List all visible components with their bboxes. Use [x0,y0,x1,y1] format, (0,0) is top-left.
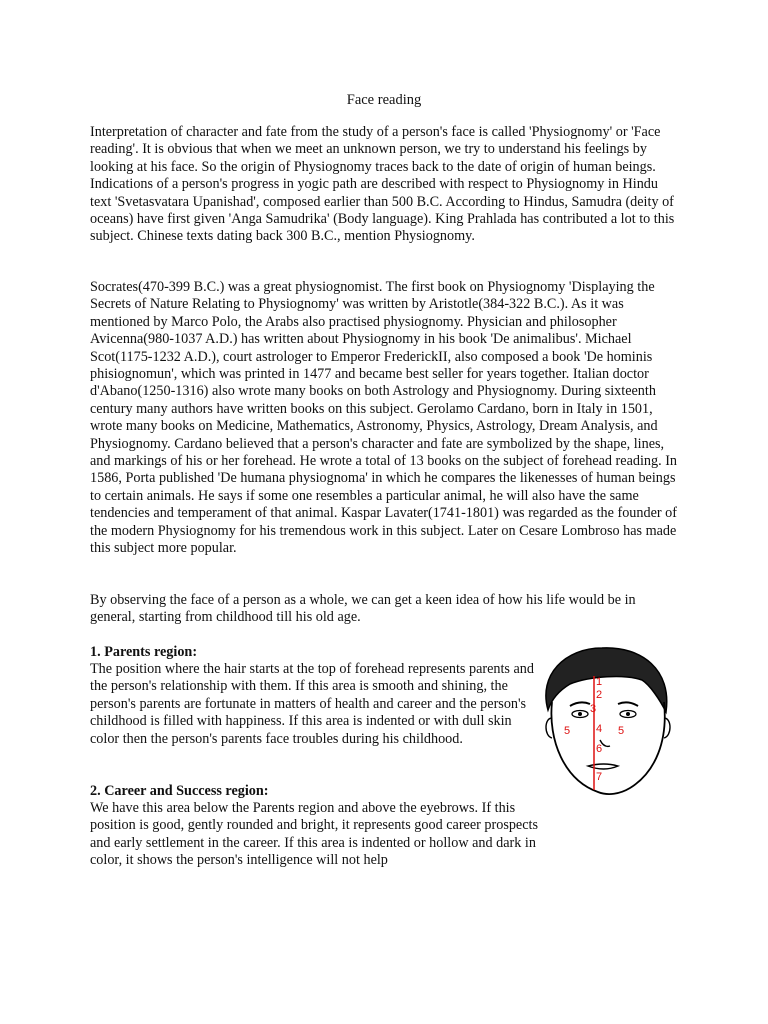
left-pupil [578,712,582,716]
region-label-7: 7 [596,771,603,783]
overview-paragraph: By observing the face of a person as a whole, we can get a keen idea of how his life would be in general, starting from childhood till his old age. [90,592,636,626]
face-outline [551,702,664,794]
section-heading-parents: 1. Parents region: [90,644,198,660]
region-label-3: 3 [590,703,597,715]
left-eyebrow [570,702,590,706]
history-paragraph: Socrates(470-399 B.C.) was a great physiognomist. The first book on Physiognomy 'Displaying the Secrets of Nature Relating to Physiognomy' was written by Aristotle(384-322 B.C.). As it was mentioned by Marco Polo, the Arabs also practised physiognomy. Physician and philosopher Avicenna(980-1037 A.D.) has written about Physiognomy in his book 'De animalibus'. Michael Scot(1175-1232 A.D.), court astrologer to Emperor FrederickII, also composed a book 'De hominis phisiognomun', which was printed in 1477 and became best seller for years together. Italian doctor d'Abano(1250-1316) also wrote many books on both Astrology and Physiognomy. During sixteenth century many authors have written books on this subject. Gerolamo Cardano, born in Italy in 1501, wrote many books on Medicine, Mathematics, Astronomy, Physics, Astrology, Dream Analysis, and Physiognomy. Cardano believed that a person's character and fate are symbolized by the shape, lines, and markings of his or her forehead. He wrote a total of 13 books on the subject of forehead reading. In 1586, Porta published 'De humana physiognoma' in which he compares the likenesses of human beings to certain animals. He says if some one resembles a particular animal, he will also have the same tendencies and temperament of that animal. Kaspar Lavater(1741-1801) was regarded as the founder of the modern Physiognomy for his tremendous work in this subject. Later on Cesare Lombroso has made this subject more popular. [90,279,678,557]
hair-outline [546,648,667,712]
section-text-career: We have this area below the Parents region and above the eyebrows. If this position is good, gently rounded and bright, it represents good career prospects and early settlement in the career. If this area is indented or hollow and dark in color, it shows the person's intelligence will not help [90,800,538,869]
face-region-diagram [530,640,680,800]
region-label-2: 2 [596,689,603,701]
region-label-5-left: 5 [564,725,571,737]
region-label-1: 1 [596,676,603,688]
page-title: Face reading [346,92,422,108]
region-label-6: 6 [596,743,603,755]
intro-paragraph: Interpretation of character and fate from the study of a person's face is called 'Physiognomy' or 'Face reading'. It is obvious that when we meet an unknown person, we try to understand his feelings by looking at his face. So the origin of Physiognomy traces back to the date of origin of human beings. Indications of a person's progress in yogic path are described with respect to Physiognomy in Hindu text 'Svetasvatara Upanishad', composed earlier than 500 B.C. According to Hindus, Samudra (deity of oceans) have first given 'Anga Samudrika' (Body language). King Prahlada has contributed a lot to this subject. Chinese texts dating back 300 B.C., mention Physiognomy. [90,124,675,245]
right-pupil [626,712,630,716]
region-label-5-right: 5 [618,725,625,737]
right-eyebrow [618,702,638,706]
section-text-parents: The position where the hair starts at the top of forehead represents parents and the person's relationship with them. If this area is smooth and shining, the person's parents are fortunate in matters of health and career and the person's childhood is filled with happiness. If this area is indented or with dull skin color then the person's parents face troubles during his childhood. [90,661,534,747]
mouth [588,764,618,769]
section-heading-career: 2. Career and Success region: [90,783,269,799]
region-label-4: 4 [596,723,603,735]
